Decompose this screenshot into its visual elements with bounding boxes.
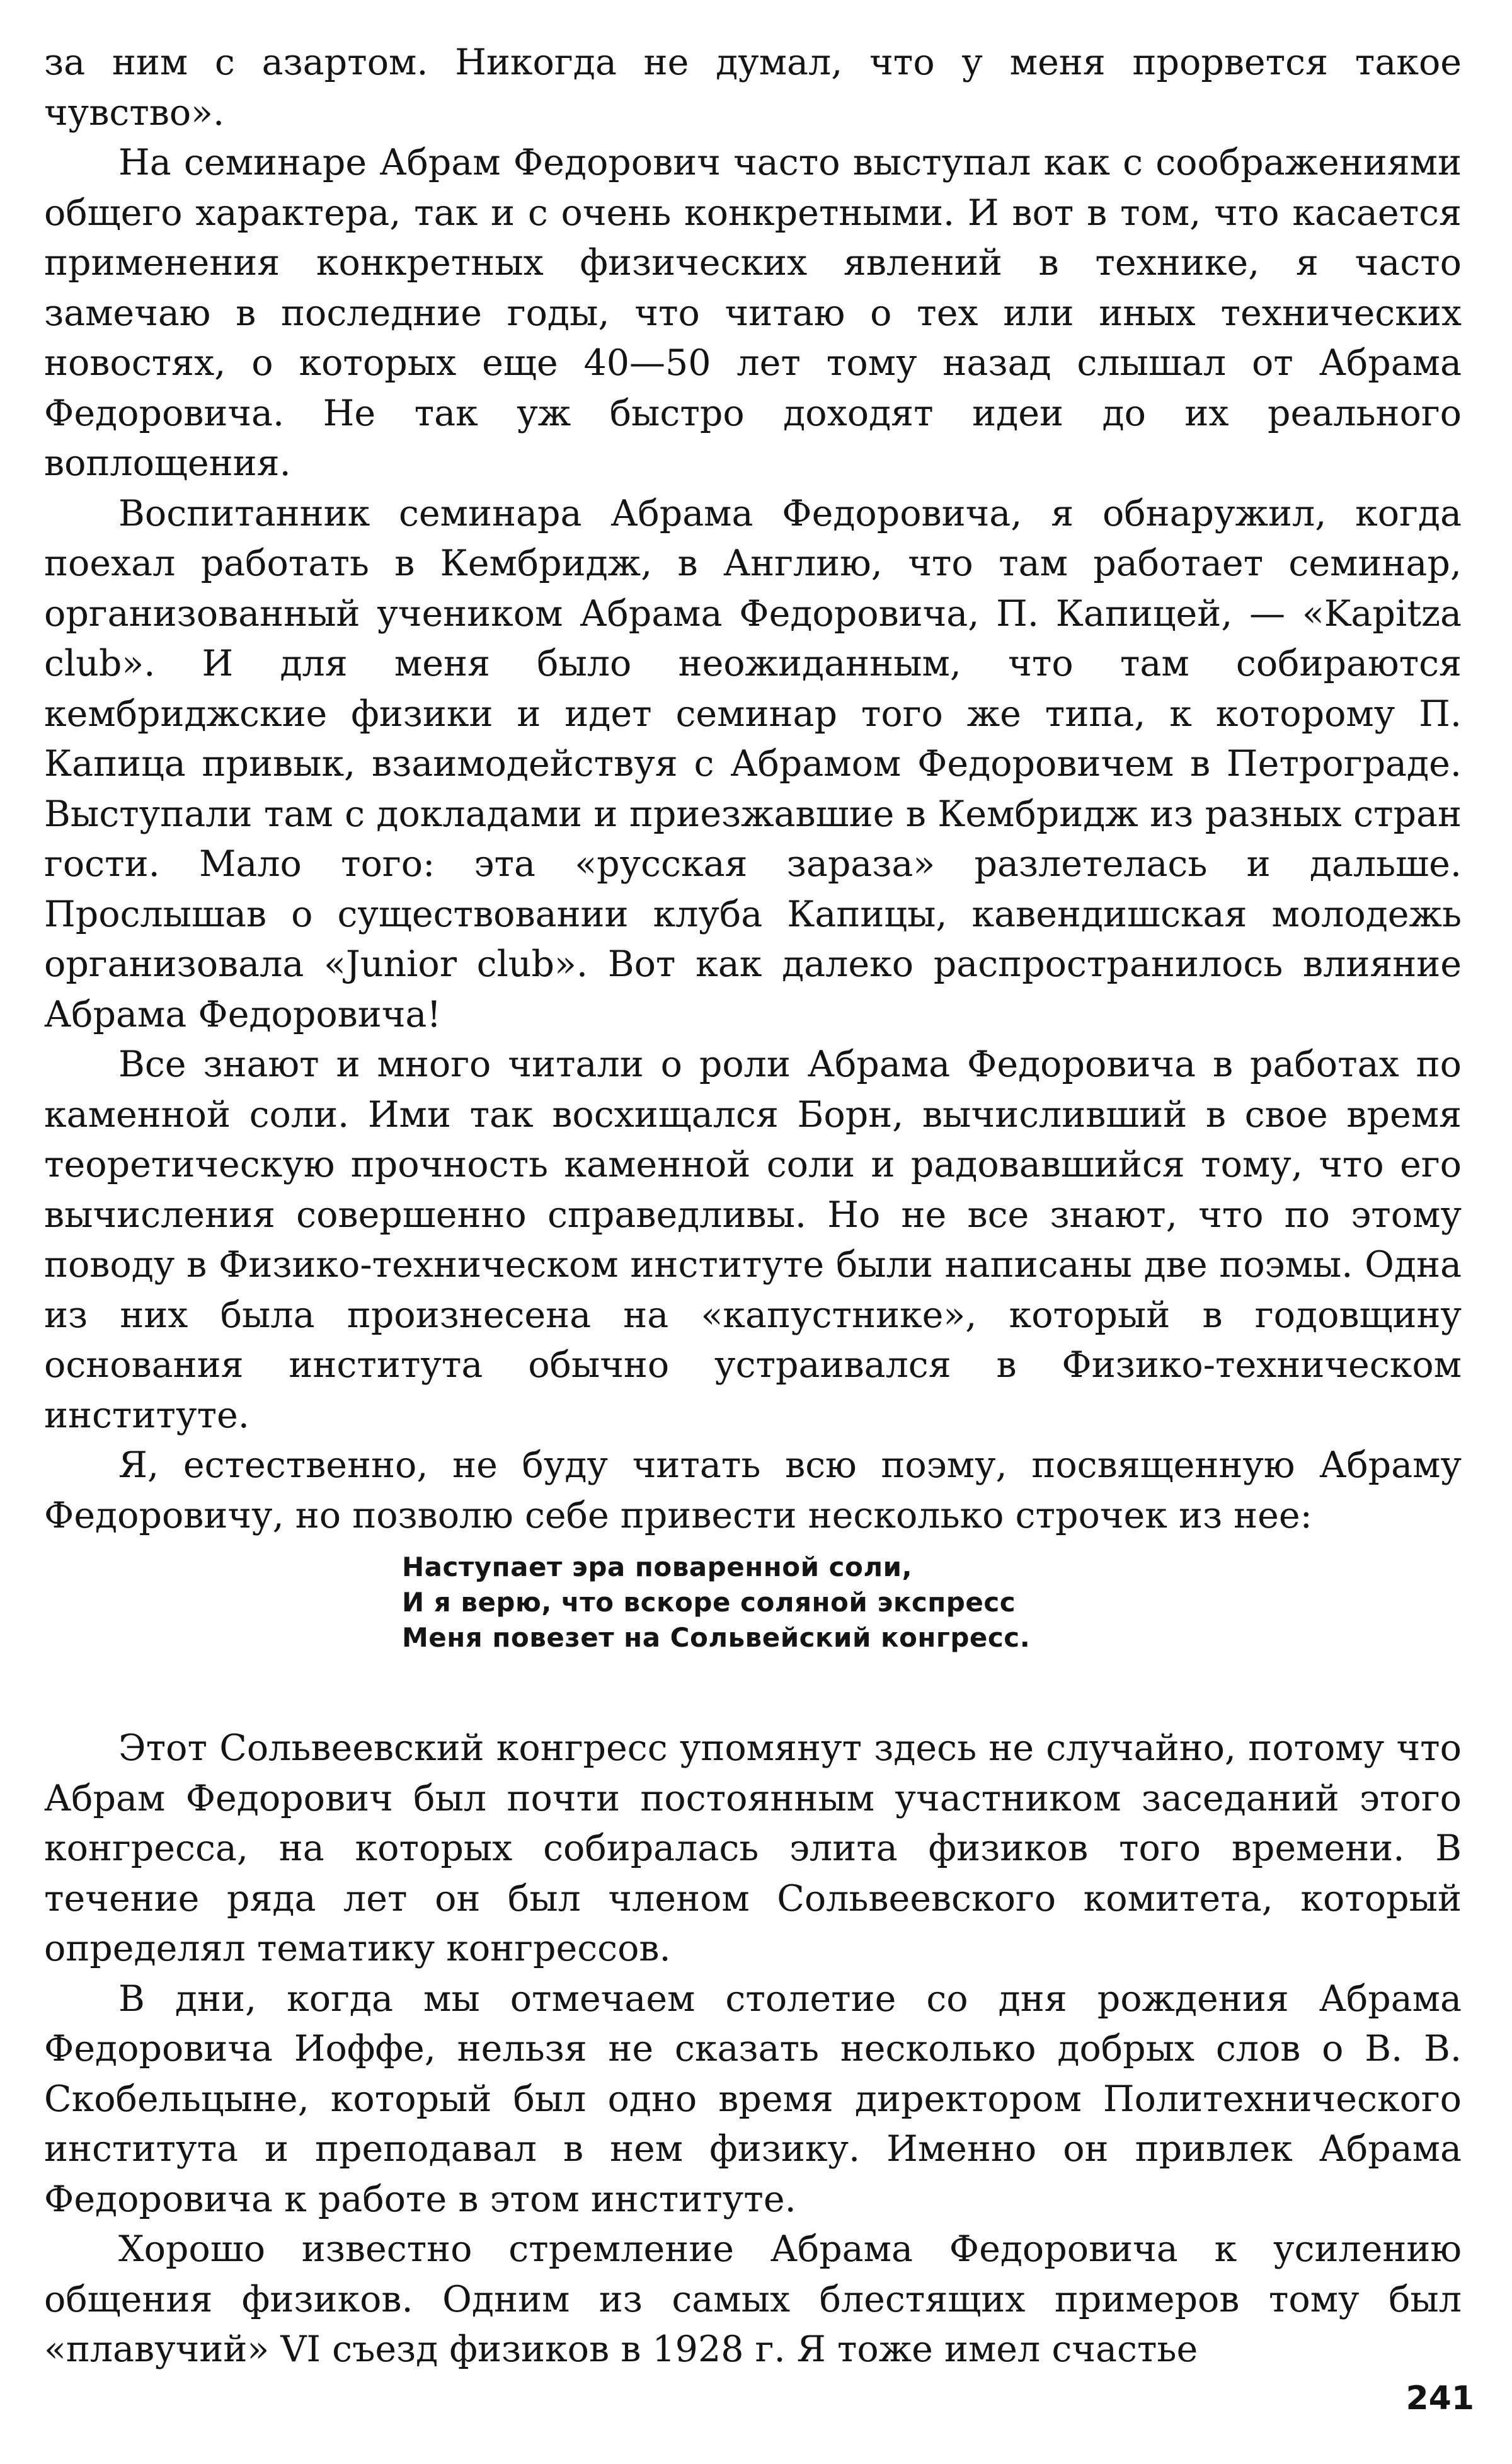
paragraph-poem-intro: Я, естественно, не буду читать всю поэму, посвященную Абраму Федоровичу, но позволю себе привести несколько строчек из нее:: [44, 1444, 1462, 1536]
poem-line: Наступает эра поваренной соли,: [402, 1552, 913, 1582]
paragraph-continued: за ним с азартом. Никогда не думал, что у меня прорвется такое чувство».: [44, 42, 1462, 134]
paragraph-rock-salt: Все знают и много читали о роли Абрама Федоровича в работах по каменной соли. Ими так восхищался Борн, вычисливший в свое время теоретическую прочность каменной соли и радовавшийся тому, что его вычисления совершенно справедливы. Но не все знают, что по этому поводу в Физико-техническом институте были написаны две поэмы. Одна из них была произнесена на «капустнике», который в годовщину основания института обычно устраивался в Физико-техническом институте.: [44, 1044, 1462, 1436]
poem-quote: [402, 1550, 1462, 1655]
paragraph-skobeltsyn: В дни, когда мы отмечаем столетие со дня рождения Абрама Федоровича Иоффе, нельзя не сказать несколько добрых слов о В. В. Скобельцыне, который был одно время директором Политехнического института и преподавал в нем физику. Именно он привлек Абрама Федоровича к работе в этом институте.: [44, 1978, 1462, 2220]
paragraph-kapitza-club: Воспитанник семинара Абрама Федоровича, я обнаружил, когда поехал работать в Кембридж, в Англию, что там работает семинар, организованный учеником Абрама Федоровича, П. Капицей, — «Kapitza club». И для меня было неожиданным, что там собираются кембриджские физики и идет семинар того же типа, к которому П. Капица привык, взаимодействуя с Абрамом Федоровичем в Петрограде. Выступали там с докладами и приезжавшие в Кембридж из разных стран гости. Мало того: эта «русская зараза» разлетелась и дальше. Прослышав о существовании клуба Капицы, кавендишская молодежь организовала «Junior club». Вот как далеко распространилось влияние Абрама Федоровича!: [44, 492, 1462, 1035]
paragraph-seminar: На семинаре Абрам Федорович часто выступал как с соображениями общего характера, так и с очень конкретными. И вот в том, что касается применения конкретных физических явлений в технике, я часто замечаю в последние годы, что читаю о тех или иных технических новостях, о которых еще 40—50 лет тому назад слышал от Абрама Федоровича. Не так уж быстро доходят идеи до их реального воплощения.: [44, 142, 1462, 484]
page-number: 241: [1406, 2380, 1474, 2417]
poem-line: И я верю, что вскоре соляной экспресс: [402, 1587, 1016, 1618]
paragraph-solvay: Этот Сольвеевский конгресс упомянут здесь не случайно, потому что Абрам Федорович был почти постоянным участником заседаний этого конгресса, на которых собиралась элита физиков того времени. В течение ряда лет он был членом Сольвеевского комитета, который определял тематику конгрессов.: [44, 1727, 1462, 1969]
poem-line: Меня повезет на Сольвейский конгресс.: [402, 1622, 1031, 1653]
paragraph-congress: Хорошо известно стремление Абрама Федоровича к усилению общения физиков. Одним из самых блестящих примеров тому был «плавучий» VI съезд физиков в 1928 г. Я тоже имел счастье: [44, 2228, 1462, 2370]
main-text: [44, 38, 1462, 2375]
